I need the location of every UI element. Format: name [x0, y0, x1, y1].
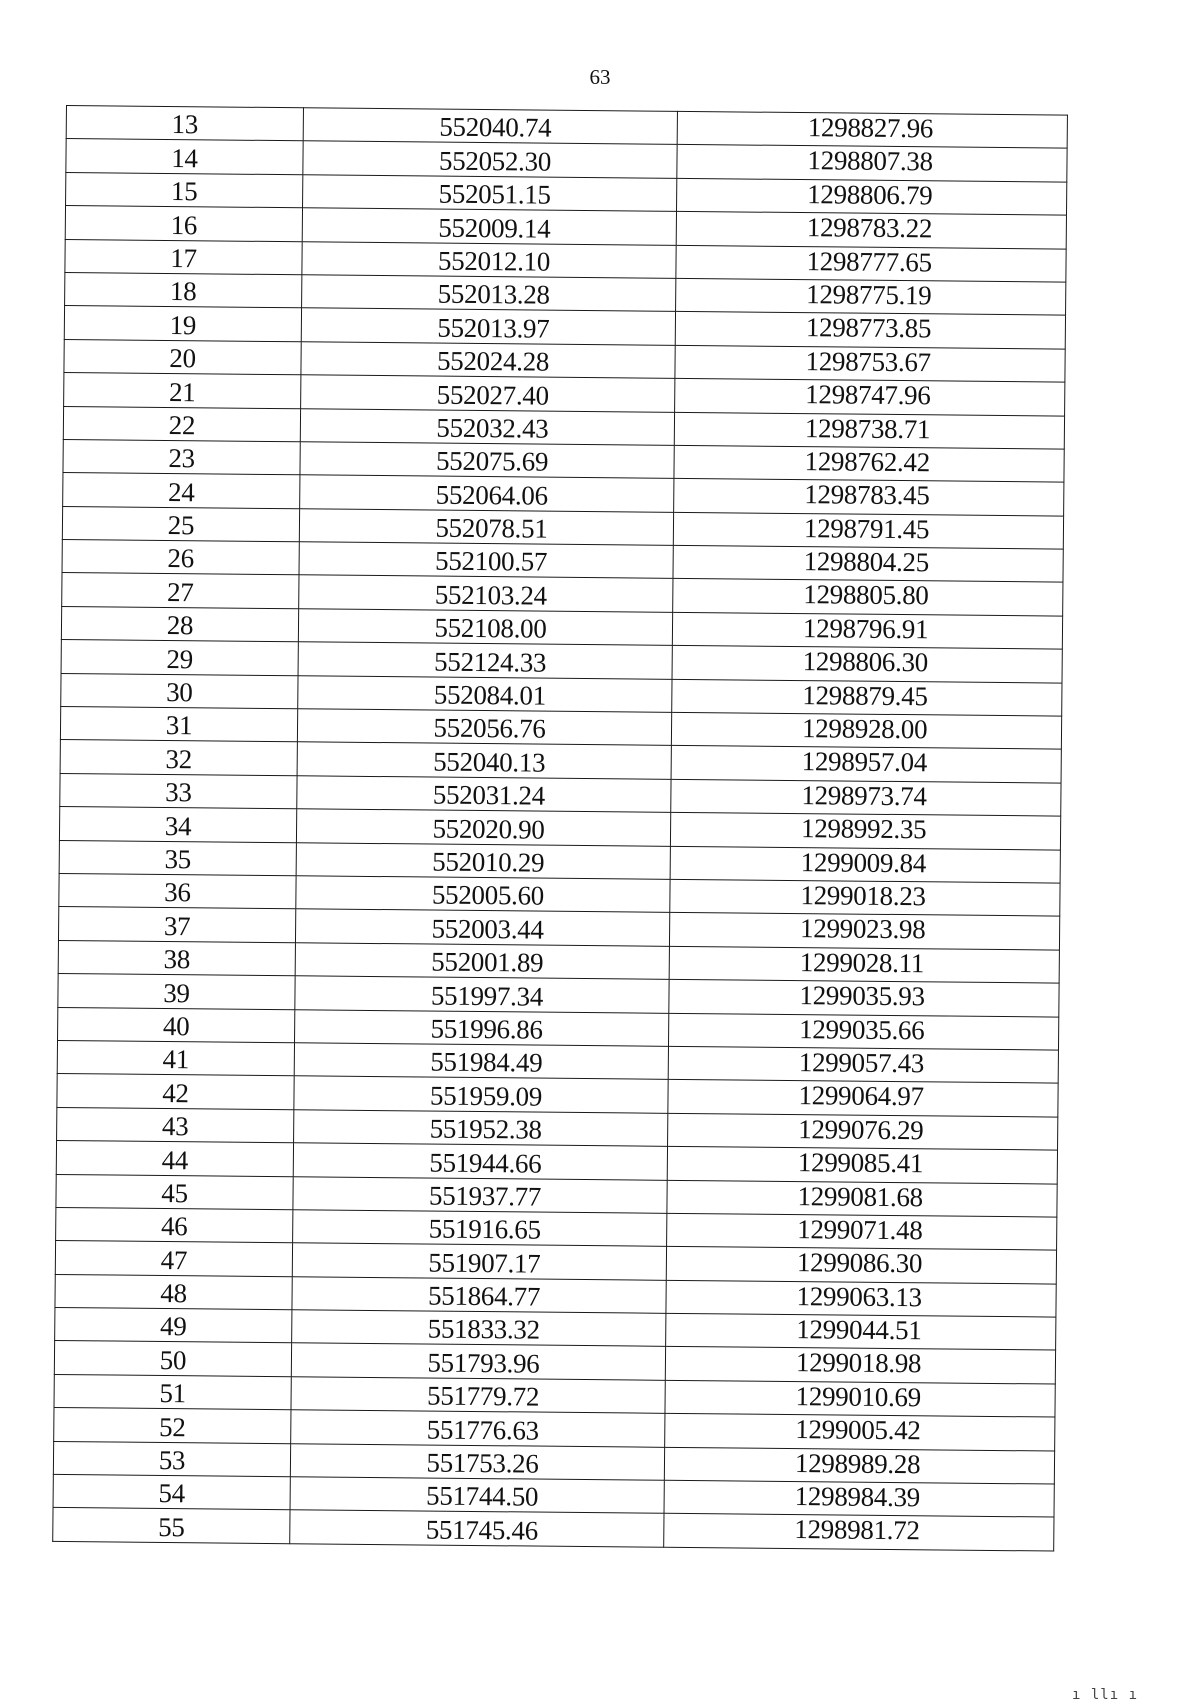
y-coordinate-cell: 1299018.98	[665, 1347, 1055, 1384]
y-coordinate-cell: 1299076.29	[668, 1113, 1058, 1150]
x-coordinate-cell: 551753.26	[290, 1443, 664, 1480]
x-coordinate-cell: 552010.29	[296, 842, 670, 879]
x-coordinate-cell: 552052.30	[303, 141, 677, 178]
scan-edge-marks: ı llı ı	[1072, 1687, 1139, 1703]
point-number-cell: 14	[66, 139, 303, 175]
x-coordinate-cell: 552056.76	[297, 709, 671, 746]
point-number-cell: 22	[63, 406, 300, 442]
point-number-cell: 21	[64, 373, 301, 409]
point-number-cell: 53	[53, 1441, 290, 1477]
y-coordinate-cell: 1299044.51	[666, 1313, 1056, 1350]
x-coordinate-cell: 552103.24	[299, 575, 673, 612]
x-coordinate-cell: 551959.09	[294, 1076, 668, 1113]
point-number-cell: 43	[57, 1107, 294, 1143]
point-number-cell: 44	[56, 1141, 293, 1177]
point-number-cell: 32	[60, 740, 297, 776]
point-number-cell: 29	[61, 640, 298, 676]
x-coordinate-cell: 552051.15	[303, 175, 677, 212]
point-number-cell: 36	[59, 873, 296, 909]
x-coordinate-cell: 551833.32	[292, 1310, 666, 1347]
y-coordinate-cell: 1298879.45	[672, 679, 1062, 716]
y-coordinate-cell: 1299009.84	[670, 846, 1060, 883]
y-coordinate-cell: 1299064.97	[668, 1080, 1058, 1117]
y-coordinate-cell: 1298762.42	[674, 445, 1064, 482]
x-coordinate-cell: 552040.74	[303, 108, 677, 145]
y-coordinate-cell: 1298747.96	[675, 378, 1065, 415]
point-number-cell: 28	[61, 606, 298, 642]
x-coordinate-cell: 552013.28	[302, 275, 676, 312]
point-number-cell: 19	[64, 306, 301, 342]
point-number-cell: 23	[63, 439, 300, 475]
x-coordinate-cell: 552001.89	[295, 943, 669, 980]
point-number-cell: 52	[54, 1408, 291, 1444]
x-coordinate-cell: 552009.14	[302, 208, 676, 245]
point-number-cell: 26	[62, 540, 299, 576]
x-coordinate-cell: 551793.96	[291, 1343, 665, 1380]
x-coordinate-cell: 552003.44	[295, 909, 669, 946]
y-coordinate-cell: 1298981.72	[664, 1514, 1054, 1551]
x-coordinate-cell: 552024.28	[301, 342, 675, 379]
y-coordinate-cell: 1299081.68	[667, 1180, 1057, 1217]
y-coordinate-cell: 1298796.91	[672, 612, 1062, 649]
y-coordinate-cell: 1299063.13	[666, 1280, 1056, 1317]
x-coordinate-cell: 551745.46	[290, 1510, 664, 1547]
x-coordinate-cell: 552108.00	[298, 609, 672, 646]
point-number-cell: 33	[60, 773, 297, 809]
y-coordinate-cell: 1298807.38	[677, 145, 1067, 182]
x-coordinate-cell: 552040.13	[297, 742, 671, 779]
x-coordinate-cell: 551916.65	[293, 1210, 667, 1247]
x-coordinate-cell: 551944.66	[293, 1143, 667, 1180]
x-coordinate-cell: 552031.24	[297, 776, 671, 813]
y-coordinate-cell: 1298773.85	[675, 312, 1065, 349]
x-coordinate-cell: 551744.50	[290, 1477, 664, 1514]
y-coordinate-cell: 1299028.11	[669, 946, 1059, 983]
page-number: 63	[589, 65, 611, 89]
x-coordinate-cell: 552100.57	[299, 542, 673, 579]
point-number-cell: 50	[54, 1341, 291, 1377]
point-number-cell: 47	[55, 1241, 292, 1277]
x-coordinate-cell: 552075.69	[300, 442, 674, 479]
y-coordinate-cell: 1298806.79	[677, 178, 1067, 215]
x-coordinate-cell: 552084.01	[298, 675, 672, 712]
y-coordinate-cell: 1298791.45	[673, 512, 1063, 549]
y-coordinate-cell: 1298984.39	[664, 1480, 1054, 1517]
y-coordinate-cell: 1298805.80	[673, 579, 1063, 616]
x-coordinate-cell: 552032.43	[300, 408, 674, 445]
point-number-cell: 51	[54, 1374, 291, 1410]
point-number-cell: 40	[58, 1007, 295, 1043]
y-coordinate-cell: 1298928.00	[671, 712, 1061, 749]
y-coordinate-cell: 1298783.22	[676, 212, 1066, 249]
point-number-cell: 37	[58, 907, 295, 943]
x-coordinate-cell: 552013.97	[301, 308, 675, 345]
y-coordinate-cell: 1298783.45	[674, 479, 1064, 516]
x-coordinate-cell: 552124.33	[298, 642, 672, 679]
coordinate-table-body	[53, 106, 1068, 1551]
x-coordinate-cell: 551776.63	[291, 1410, 665, 1447]
y-coordinate-cell: 1298804.25	[673, 545, 1063, 582]
y-coordinate-cell: 1299005.42	[665, 1414, 1055, 1451]
point-number-cell: 48	[55, 1274, 292, 1310]
y-coordinate-cell: 1299010.69	[665, 1380, 1055, 1417]
y-coordinate-cell: 1298775.19	[676, 278, 1066, 315]
point-number-cell: 24	[63, 473, 300, 509]
x-coordinate-cell: 552020.90	[296, 809, 670, 846]
y-coordinate-cell: 1299071.48	[667, 1213, 1057, 1250]
point-number-cell: 15	[66, 172, 303, 208]
y-coordinate-cell: 1299035.66	[668, 1013, 1058, 1050]
y-coordinate-cell: 1298992.35	[670, 813, 1060, 850]
x-coordinate-cell: 552005.60	[296, 876, 670, 913]
x-coordinate-cell: 551937.77	[293, 1176, 667, 1213]
point-number-cell: 54	[53, 1474, 290, 1510]
y-coordinate-cell: 1299085.41	[667, 1146, 1057, 1183]
y-coordinate-cell: 1298753.67	[675, 345, 1065, 382]
x-coordinate-cell: 552064.06	[300, 475, 674, 512]
point-number-cell: 17	[65, 239, 302, 275]
y-coordinate-cell: 1298957.04	[671, 746, 1061, 783]
point-number-cell: 16	[65, 206, 302, 242]
point-number-cell: 42	[57, 1074, 294, 1110]
y-coordinate-cell: 1299035.93	[669, 979, 1059, 1016]
point-number-cell: 13	[66, 106, 303, 142]
y-coordinate-cell: 1298738.71	[674, 412, 1064, 449]
y-coordinate-cell: 1299057.43	[668, 1046, 1058, 1083]
point-number-cell: 30	[61, 673, 298, 709]
x-coordinate-cell: 551996.86	[295, 1009, 669, 1046]
point-number-cell: 35	[59, 840, 296, 876]
coordinate-table	[52, 105, 1068, 1551]
y-coordinate-cell: 1298827.96	[677, 111, 1067, 148]
y-coordinate-cell: 1298777.65	[676, 245, 1066, 282]
x-coordinate-cell: 551984.49	[294, 1043, 668, 1080]
point-number-cell: 49	[55, 1308, 292, 1344]
point-number-cell: 55	[53, 1508, 290, 1544]
x-coordinate-cell: 552027.40	[301, 375, 675, 412]
y-coordinate-cell: 1299023.98	[669, 913, 1059, 950]
point-number-cell: 34	[59, 807, 296, 843]
point-number-cell: 38	[58, 940, 295, 976]
x-coordinate-cell: 551864.77	[292, 1276, 666, 1313]
point-number-cell: 31	[60, 707, 297, 743]
y-coordinate-cell: 1298989.28	[664, 1447, 1054, 1484]
x-coordinate-cell: 551997.34	[295, 976, 669, 1013]
y-coordinate-cell: 1298806.30	[672, 646, 1062, 683]
point-number-cell: 39	[58, 974, 295, 1010]
point-number-cell: 45	[56, 1174, 293, 1210]
point-number-cell: 25	[62, 506, 299, 542]
point-number-cell: 20	[64, 339, 301, 375]
point-number-cell: 18	[65, 272, 302, 308]
point-number-cell: 41	[57, 1040, 294, 1076]
y-coordinate-cell: 1299018.23	[670, 879, 1060, 916]
x-coordinate-cell: 551779.72	[291, 1377, 665, 1414]
y-coordinate-cell: 1299086.30	[666, 1247, 1056, 1284]
x-coordinate-cell: 552012.10	[302, 241, 676, 278]
point-number-cell: 27	[62, 573, 299, 609]
y-coordinate-cell: 1298973.74	[671, 779, 1061, 816]
x-coordinate-cell: 551952.38	[294, 1109, 668, 1146]
x-coordinate-cell: 551907.17	[292, 1243, 666, 1280]
point-number-cell: 46	[56, 1207, 293, 1243]
x-coordinate-cell: 552078.51	[299, 508, 673, 545]
